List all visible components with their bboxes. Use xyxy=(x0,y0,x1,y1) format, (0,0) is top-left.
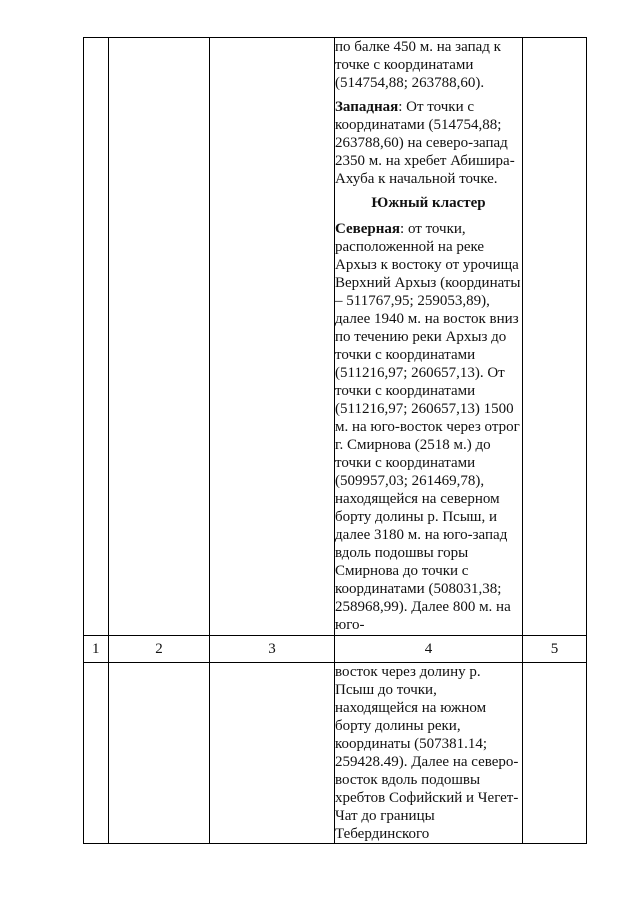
term-west: Западная xyxy=(335,99,399,115)
cell-col2 xyxy=(109,38,210,636)
paragraph-west xyxy=(335,98,522,188)
column-number-5: 5 xyxy=(523,636,587,663)
column-number-1: 1 xyxy=(84,636,109,663)
paragraph-continuation: по балке 450 м. на запад к точке с координатами (514754,88; 263788,60). xyxy=(335,39,501,91)
column-number-row xyxy=(84,636,587,663)
column-number-4: 4 xyxy=(335,636,523,663)
cell-description xyxy=(335,38,523,636)
text-north: : от точки, расположенной на реке Архыз к востоку от урочища Верхний Архыз (координаты – 511767,95; 259053,89), далее 1940 м. на восток вниз по течению реки Архыз до точки с координатами (511216,97; 260657,13). От точки с координатами (511216,97; 260657,13) 1500 м. на юго-восток через отрог г. Смирнова (2518 м.) до точки с координатами (509957,03; 261469,78), находящейся на северном борту долины р. Псыш, и далее 3180 м. на юго-запад вдоль подошвы горы Смирнова до точки с координатами (508031,38; 258968,99). Далее 800 м. на юго- xyxy=(335,221,521,633)
cell-description xyxy=(335,663,523,844)
boundary-table xyxy=(83,37,587,844)
column-number-3: 3 xyxy=(210,636,335,663)
cell-col1 xyxy=(84,663,109,844)
cell-col2 xyxy=(109,663,210,844)
cell-col1 xyxy=(84,38,109,636)
table-row xyxy=(84,663,587,844)
term-north: Северная xyxy=(335,221,401,237)
section-heading: Южный кластер xyxy=(371,195,486,211)
paragraph-continuation: восток через долину р. Псыш до точки, находящейся на южном борту долины реки, координаты (507381.14; 259428.49). Далее на северо-восток вдоль подошвы хребтов Софийский и Чегет-Чат до границы Тебердинского xyxy=(335,664,519,842)
text-west: : От точки с координатами (514754,88; 263788,60) на северо-запад 2350 м. на хребет Абишира-Ахуба к начальной точке. xyxy=(335,99,515,187)
cell-col3 xyxy=(210,38,335,636)
cell-col5 xyxy=(523,663,587,844)
table-row xyxy=(84,38,587,636)
column-number-2: 2 xyxy=(109,636,210,663)
paragraph-north xyxy=(335,220,522,634)
cell-col5 xyxy=(523,38,587,636)
cell-col3 xyxy=(210,663,335,844)
